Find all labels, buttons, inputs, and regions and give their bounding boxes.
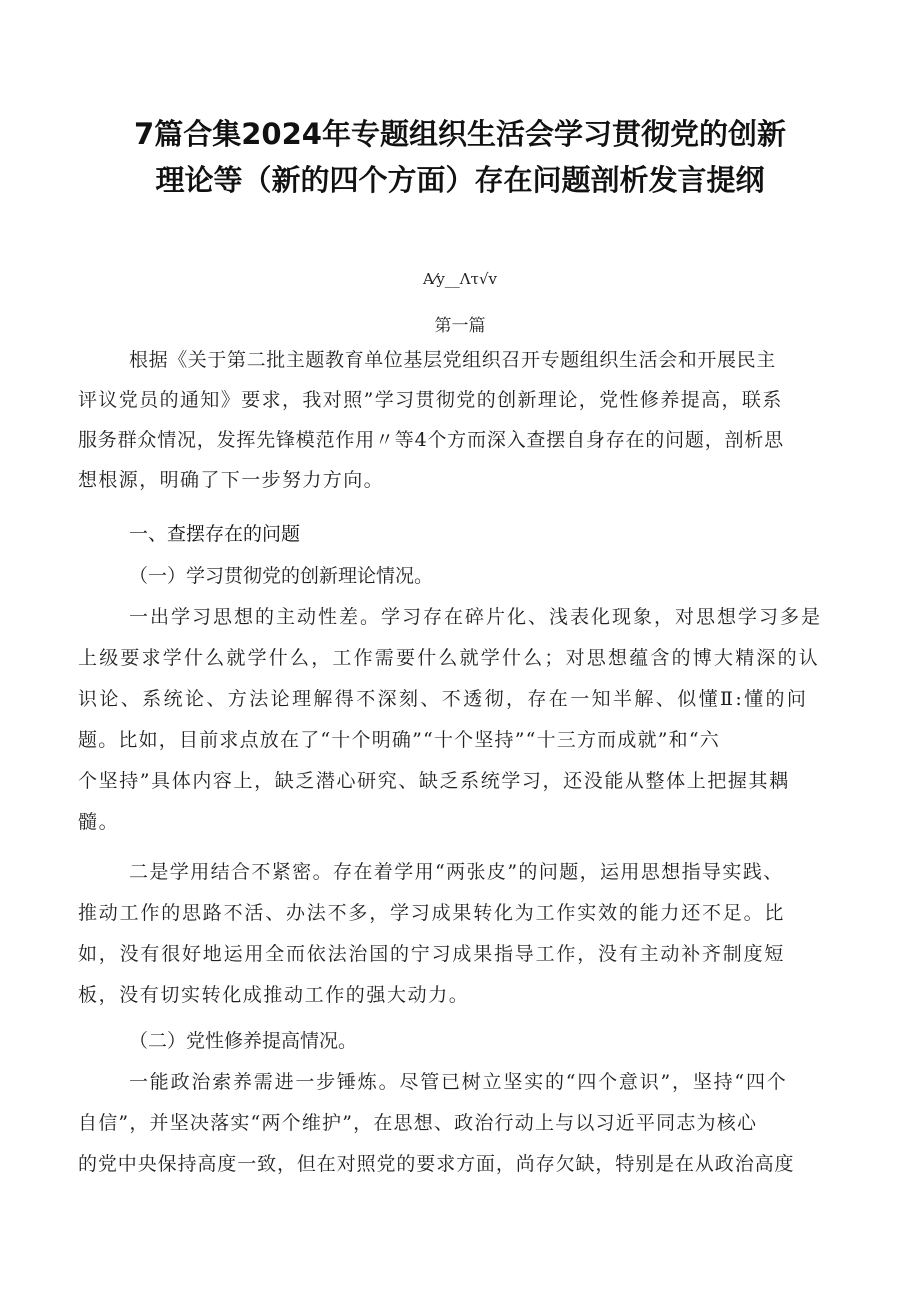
paragraph-line: 板，没有切实转化成推动工作的强大动力。	[78, 984, 470, 1006]
document-title-line-1: 7篇合集2024年专题组织生活会学习贯彻党的创新	[134, 117, 786, 151]
paragraph-line: 识论、系统论、方法论理解得不深刻、不透彻，存在一知半解、似懂Ⅱ:懂的问	[78, 688, 809, 710]
subsection-heading: （一）学习贯彻党的创新理论情况。	[129, 565, 434, 587]
intro-line: 根据《关于第二批主题教育单位基层党组织召开专题组织生活会和开展民主	[129, 349, 776, 371]
intro-line: 服务群众情况，发挥先锋模范作用〃等4个方而深入查摆自身存在的问题，剖析思	[78, 429, 784, 451]
section-heading: 一、查摆存在的问题	[129, 523, 301, 545]
paragraph-line: 题。比如，目前求点放在了“十个明确”“十个坚持”“十三方而成就”和“六	[78, 729, 720, 751]
subtitle-mark: A⁄y__Λτ√v	[423, 270, 497, 288]
paragraph-line: 一能政治索养需进一步锤炼。尽管已树立坚实的“四个意识”，坚持“四个	[129, 1071, 788, 1093]
paragraph-line: 自信”，并坚决落实“两个维护”，在思想、政治行动上与以习近平同志为核心	[78, 1112, 758, 1134]
subsection-heading: （二）党性修养提高情况。	[129, 1030, 358, 1052]
part-label: 第一篇	[434, 316, 486, 336]
paragraph-line: 上级要求学什么就学什么，工作需要什么就学什么；对思想蕴含的博大精深的认	[78, 647, 821, 669]
paragraph-line: 如，没有很好地运用全而依法治国的宁习成果指导工作，没有主动补齐制度短	[78, 943, 786, 965]
paragraph-line: 髓。	[78, 811, 120, 833]
intro-line: 想根源，明确了下一步努力方向。	[78, 469, 385, 491]
document-title-line-2: 理论等（新的四个方面）存在问题剖析发言提纲	[155, 163, 765, 197]
paragraph-line: 个坚持”具体内容上，缺乏潜心研究、缺乏系统学习，还没能从整体上把握其耦	[78, 770, 790, 792]
paragraph-line: 推动工作的思路不活、办法不多，学习成果转化为工作实效的能力还不足。比	[78, 902, 786, 924]
intro-line: 评议党员的通知》要求，我对照”学习贯彻党的创新理论，党性修养提高，联系	[78, 389, 783, 411]
paragraph-line: 的党中央保持高度一致，但在对照党的要求方面，尚存欠缺，特别是在从政治高度	[78, 1153, 795, 1175]
paragraph-line: 一出学习思想的主动性差。学习存在碎片化、浅表化现象，对思想学习多是	[129, 606, 823, 628]
paragraph-line: 二是学用结合不紧密。存在着学用“两张皮”的问题，运用思想指导实践、	[129, 861, 784, 883]
